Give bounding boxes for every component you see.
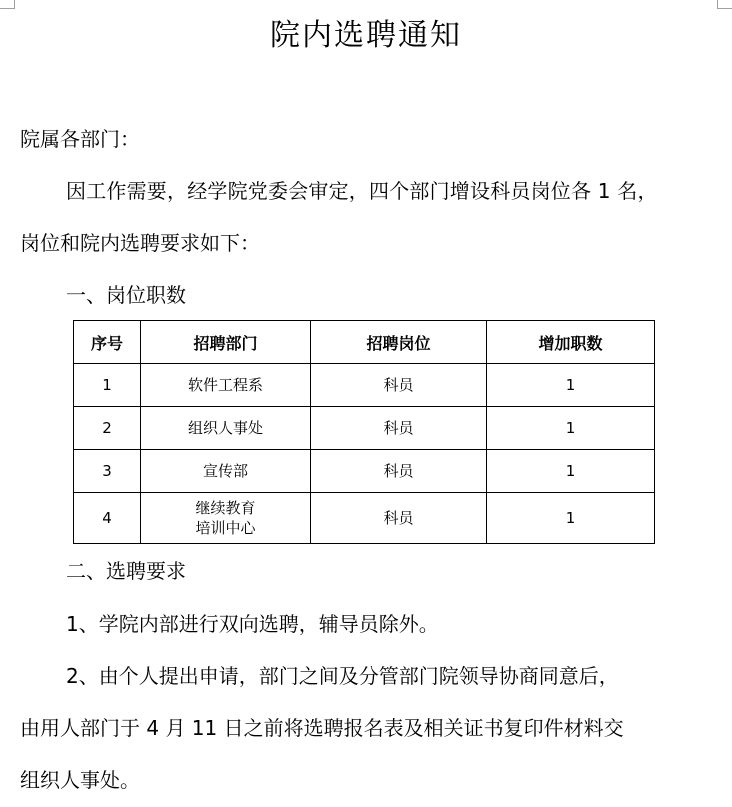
salutation: 院属各部门：	[20, 127, 140, 151]
table-row	[74, 450, 655, 493]
requirement-2-line-1: 2、由个人提出申请，部门之间及分管部门院领导协商同意后，	[66, 664, 619, 688]
requirement-2-line-3: 组织人事处。	[20, 768, 140, 792]
cell-department: 软件工程系	[141, 364, 311, 407]
table-row	[74, 493, 655, 544]
header-position: 招聘岗位	[311, 321, 487, 364]
cell-count: 1	[487, 450, 655, 493]
intro-paragraph-line-2: 岗位和院内选聘要求如下：	[20, 231, 260, 255]
cell-number: 1	[74, 364, 141, 407]
cell-department: 组织人事处	[141, 407, 311, 450]
cell-department: 宣传部	[141, 450, 311, 493]
cell-position: 科员	[311, 493, 487, 544]
document-title: 院内选聘通知	[270, 18, 462, 53]
cell-number: 4	[74, 493, 141, 544]
table-header-row	[74, 321, 655, 364]
page-corner-mark-left	[0, 0, 15, 9]
cell-position: 科员	[311, 407, 487, 450]
header-number: 序号	[74, 321, 141, 364]
intro-paragraph-line-1: 因工作需要，经学院党委会审定，四个部门增设科员岗位各 1 名，	[66, 179, 658, 203]
header-count: 增加职数	[487, 321, 655, 364]
header-department: 招聘部门	[141, 321, 311, 364]
positions-table	[73, 320, 655, 544]
cell-count: 1	[487, 364, 655, 407]
cell-count: 1	[487, 407, 655, 450]
cell-position: 科员	[311, 364, 487, 407]
table-row	[74, 364, 655, 407]
section-heading-requirements: 二、选聘要求	[66, 559, 186, 583]
page-corner-mark-right	[717, 0, 732, 9]
department-line-2: 培训中心	[195, 519, 256, 537]
table-row	[74, 407, 655, 450]
requirement-1: 1、学院内部进行双向选聘，辅导员除外。	[66, 612, 439, 636]
department-line-1: 继续教育	[195, 499, 256, 517]
cell-position: 科员	[311, 450, 487, 493]
cell-number: 3	[74, 450, 141, 493]
cell-number: 2	[74, 407, 141, 450]
section-heading-positions: 一、岗位职数	[66, 283, 186, 307]
cell-count: 1	[487, 493, 655, 544]
cell-department	[141, 493, 311, 544]
requirement-2-line-2: 由用人部门于 4 月 11 日之前将选聘报名表及相关证书复印件材料交	[20, 716, 624, 740]
